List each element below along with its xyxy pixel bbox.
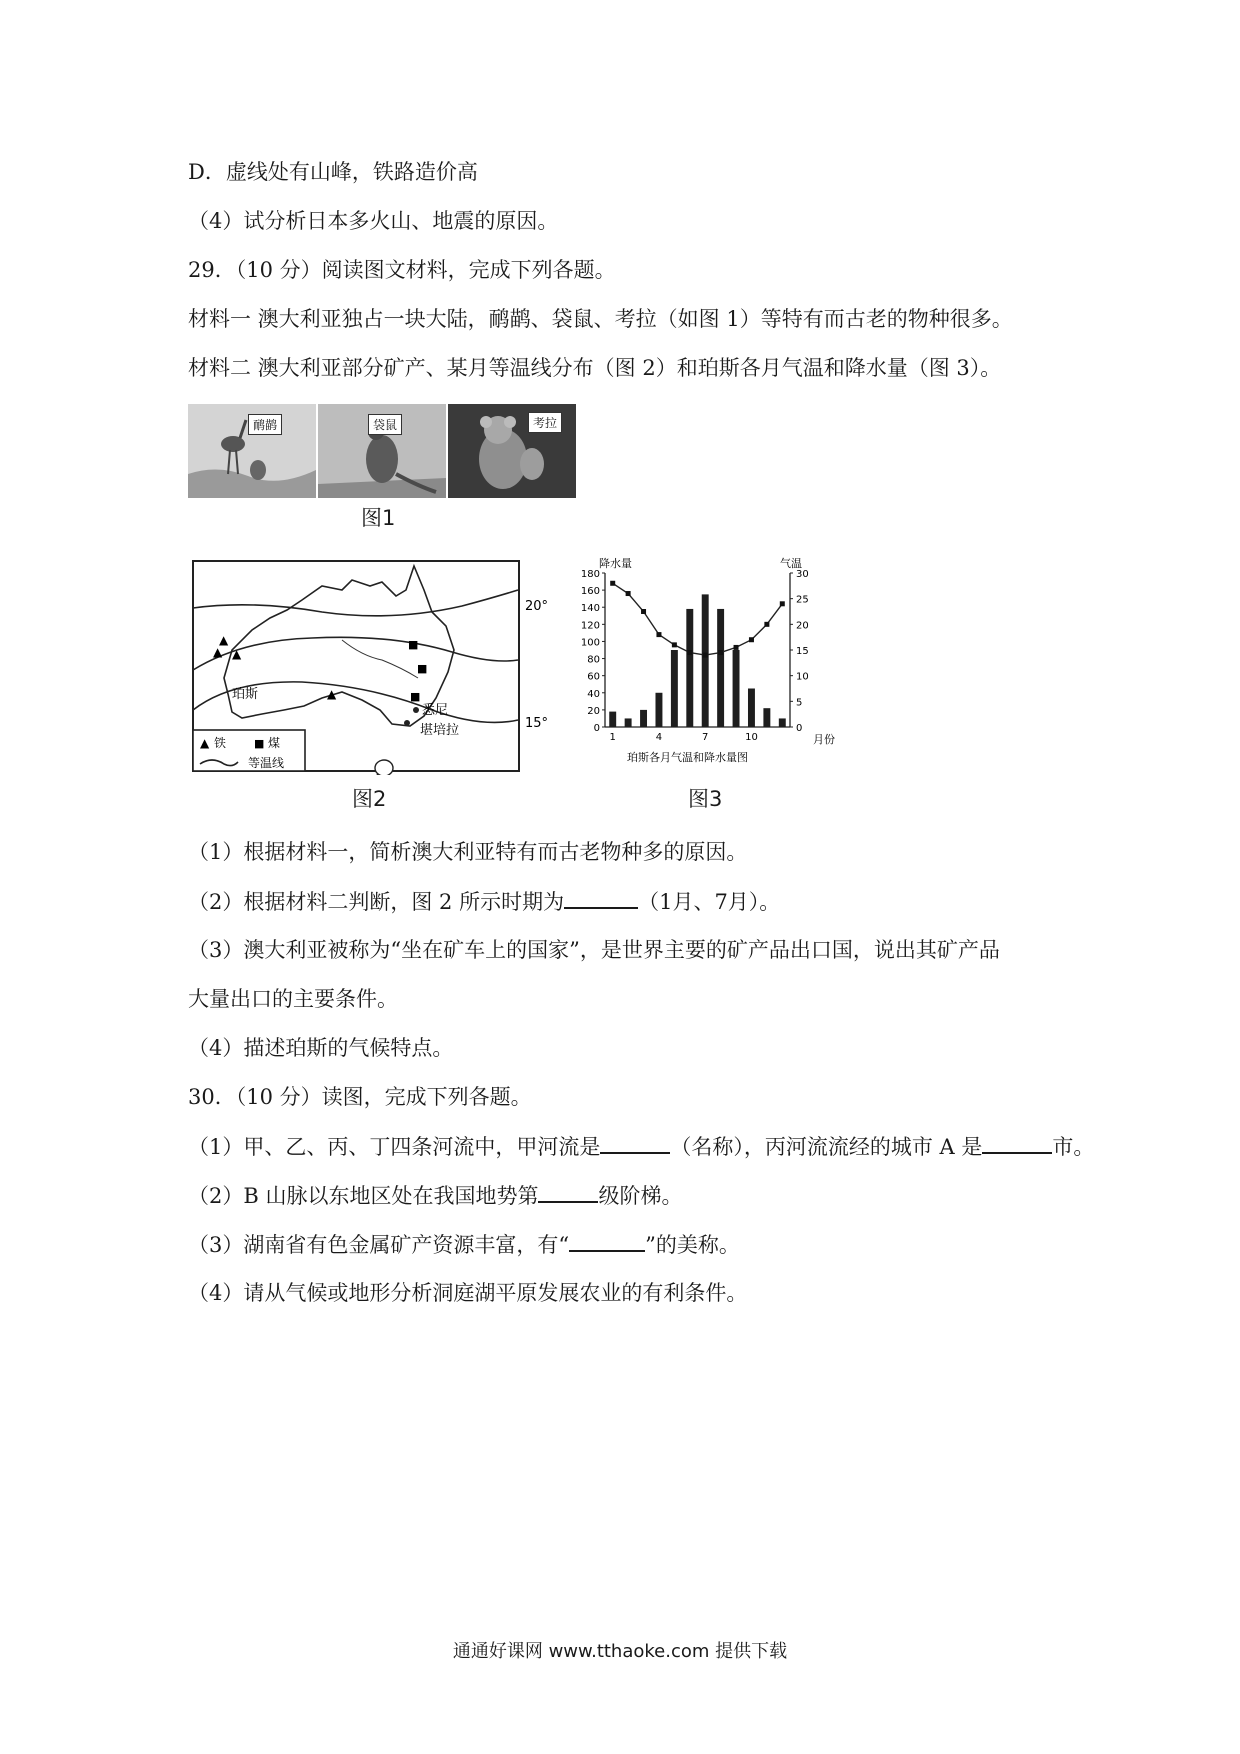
x-axis-label: 月份	[813, 733, 835, 746]
q30-part2	[188, 1181, 682, 1210]
y-axis-label: 降水量	[599, 557, 632, 570]
answer-blank[interactable]	[569, 1230, 645, 1252]
q29-title: 29．（10 分）阅读图文材料，完成下列各题。	[188, 258, 616, 282]
y2-tick-label: 0	[796, 723, 803, 734]
q28-part4: （4）试分析日本多火山、地震的原因。	[188, 209, 559, 233]
temperature-line	[613, 583, 783, 655]
precip-bar	[655, 693, 662, 727]
legend-iron-label: 铁	[214, 736, 227, 750]
y-tick-label: 140	[580, 603, 600, 615]
q29-material-1: 材料一 澳大利亚独占一块大陆，鸸鹋、袋鼠、考拉（如图 1）等特有而古老的物种很多。	[188, 307, 1013, 331]
q30-part2-text-a: （2）B 山脉以东地区处在我国地势第	[188, 1184, 539, 1208]
q29-part2	[188, 887, 780, 916]
lat-15-label: 15°	[525, 716, 549, 731]
q30-part2-text-b: 级阶梯。	[598, 1184, 683, 1208]
canberra-dot	[404, 720, 410, 726]
sydney-label: 悉尼	[422, 703, 449, 718]
y2-tick-label: 25	[796, 594, 809, 606]
perth-label: 珀斯	[232, 687, 259, 702]
y-tick-label: 60	[587, 671, 600, 683]
iron-marker: ▲	[327, 687, 337, 701]
answer-blank[interactable]	[538, 1181, 598, 1203]
iron-marker: ▲	[232, 647, 242, 661]
temperature-point	[610, 581, 615, 586]
figure3-caption: 图3	[688, 787, 723, 811]
y2-tick-label: 15	[796, 646, 809, 657]
y-tick-label: 160	[580, 586, 600, 598]
temperature-point	[672, 642, 677, 647]
y2-tick-label: 20	[796, 620, 809, 632]
q29-part3-line2: 大量出口的主要条件。	[188, 987, 398, 1011]
temperature-point	[626, 591, 631, 596]
temperature-point	[764, 622, 769, 627]
tasmania	[375, 760, 393, 775]
temperature-point	[656, 632, 661, 637]
precip-bar	[671, 650, 678, 727]
precip-bar	[748, 689, 755, 728]
temperature-point	[718, 650, 723, 655]
coal-marker: ■	[408, 638, 419, 651]
q30-part4: （4）请从气候或地形分析洞庭湖平原发展农业的有利条件。	[188, 1281, 748, 1305]
q30-part1-text-a: （1）甲、乙、丙、丁四条河流中，甲河流是	[188, 1135, 601, 1159]
q30-part3-text-a: （3）湖南省有色金属矿产资源丰富，有“	[188, 1233, 570, 1257]
x-tick-label: 4	[655, 732, 663, 743]
legend-coal-symbol: ■	[254, 737, 265, 750]
figure1-caption: 图1	[361, 506, 396, 530]
y2-tick-label: 10	[796, 671, 809, 683]
page-footer: 通通好课网 www.tthaoke.com 提供下载	[452, 1641, 788, 1662]
x-tick-label: 7	[702, 732, 709, 743]
q29-part4: （4）描述珀斯的气候特点。	[188, 1036, 454, 1060]
q29-part3-line1: （3）澳大利亚被称为“坐在矿车上的国家”，是世界主要的矿产品出口国，说出其矿产品	[188, 938, 1000, 962]
koala-label: 考拉	[528, 412, 562, 433]
y2-tick-label: 5	[796, 697, 803, 709]
q30-part1-text-b: （名称），丙河流流经的城市 A 是	[670, 1135, 983, 1159]
canberra-label: 堪培拉	[420, 723, 460, 738]
q29-material-2: 材料二 澳大利亚部分矿产、某月等温线分布（图 2）和珀斯各月气温和降水量（图 3）。	[188, 356, 1002, 380]
legend-iron-symbol: ▲	[200, 736, 210, 750]
precip-bar	[625, 718, 632, 727]
precip-bar	[733, 650, 740, 727]
precip-bar	[640, 710, 647, 727]
x-tick-label: 10	[745, 732, 758, 743]
precip-bar	[686, 609, 693, 727]
temperature-point	[734, 645, 739, 650]
y-tick-label: 100	[580, 637, 600, 649]
precip-bar	[779, 718, 786, 727]
chart-title: 珀斯各月气温和降水量图	[627, 751, 748, 764]
temperature-point	[703, 653, 708, 658]
coal-marker: ■	[410, 690, 421, 703]
y-tick-label: 120	[580, 620, 600, 632]
option-d: D．虚线处有山峰，铁路造价高	[188, 160, 478, 184]
figure2-caption: 图2	[352, 787, 387, 811]
answer-blank[interactable]	[982, 1132, 1052, 1154]
x-tick-label: 1	[609, 732, 616, 743]
y-tick-label: 80	[587, 654, 600, 666]
kangaroo-label: 袋鼠	[368, 414, 402, 435]
y-tick-label: 40	[587, 688, 600, 700]
precip-bar	[702, 594, 709, 727]
q30-part3	[188, 1230, 740, 1259]
lat-20-label: 20°	[525, 599, 549, 614]
q29-part1: （1）根据材料一，简析澳大利亚特有而古老物种多的原因。	[188, 840, 748, 864]
kangaroo-photo	[318, 404, 446, 498]
y2-axis-label: 气温	[780, 557, 802, 570]
precip-bar	[763, 708, 770, 727]
answer-blank[interactable]	[600, 1132, 670, 1154]
q29-part2-options: （1月、7月）。	[638, 890, 781, 914]
q29-part2-text: （2）根据材料二判断，图 2 所示时期为	[188, 890, 565, 914]
answer-blank[interactable]	[564, 887, 638, 909]
y-tick-label: 20	[587, 705, 600, 717]
y2-tick-label: 30	[796, 569, 809, 580]
iron-marker: ▲	[213, 645, 223, 659]
precip-bar	[717, 609, 724, 727]
legend-isotherm-label: 等温线	[248, 756, 285, 770]
sydney-dot	[413, 707, 419, 713]
q30-part3-text-b: ”的美称。	[645, 1233, 740, 1257]
precip-bar	[609, 712, 616, 727]
y-tick-label: 180	[580, 569, 600, 580]
q30-part1-text-c: 市。	[1052, 1135, 1095, 1159]
iron-marker: ▲	[219, 633, 229, 647]
australia-map	[192, 560, 552, 775]
temperature-point	[641, 609, 646, 614]
emu-label: 鸸鹋	[248, 414, 282, 435]
perth-climate-chart	[575, 555, 837, 780]
temperature-point	[687, 650, 692, 655]
q30-title: 30．（10 分）读图，完成下列各题。	[188, 1085, 532, 1109]
coal-marker: ■	[417, 662, 428, 675]
y-tick-label: 0	[593, 723, 600, 734]
temperature-point	[780, 601, 785, 606]
koala-photo	[448, 404, 576, 498]
q30-part1	[188, 1132, 1094, 1161]
emu-photo	[188, 404, 316, 498]
temperature-point	[749, 637, 754, 642]
legend-coal-label: 煤	[268, 736, 281, 750]
